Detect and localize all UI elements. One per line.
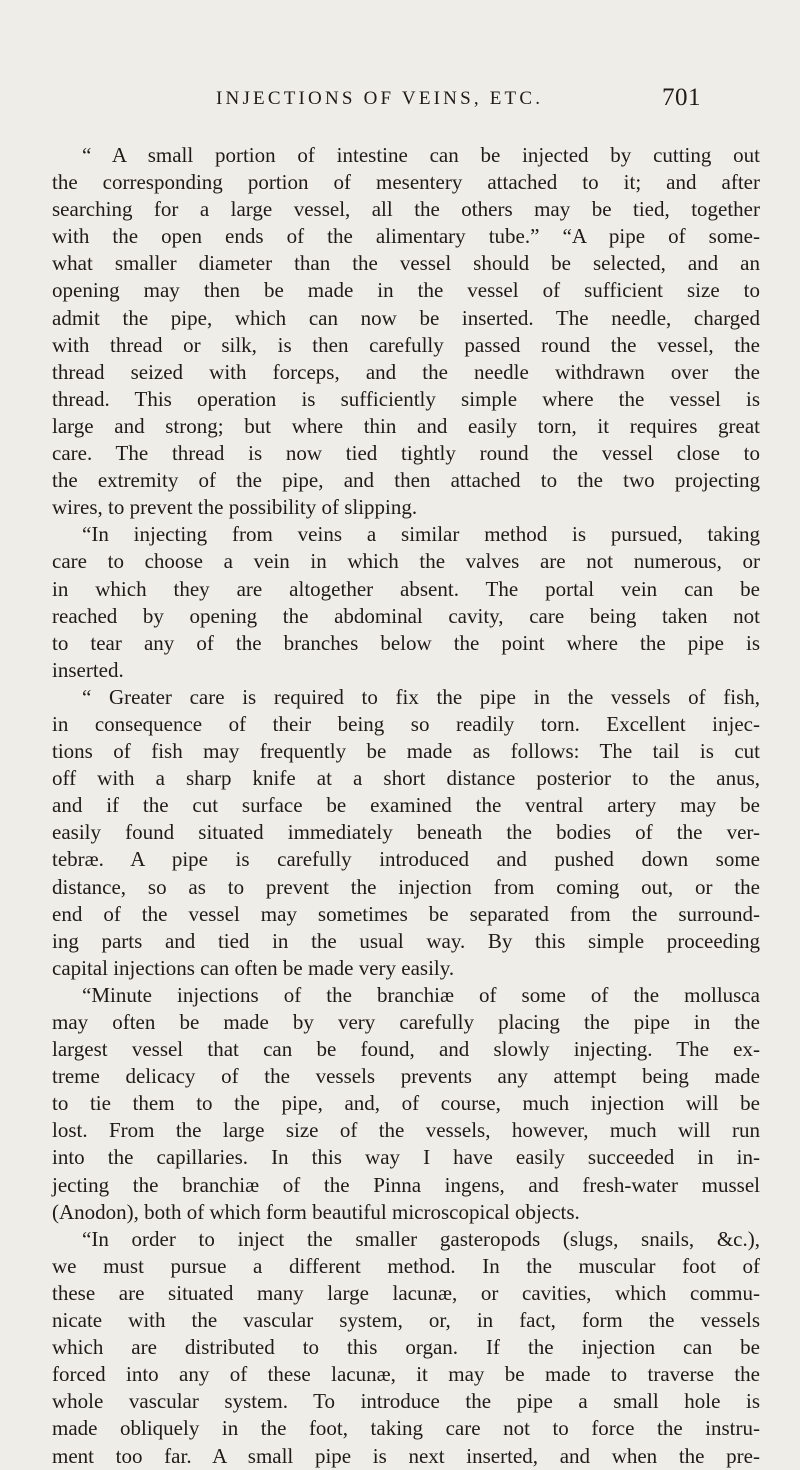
text-line: large and strong; but where thin and easily torn, it requires great xyxy=(52,413,760,438)
text-line: we must pursue a different method. In the muscular foot of xyxy=(52,1253,760,1278)
text-line: ing parts and tied in the usual way. By this simple proceeding xyxy=(52,928,760,953)
text-line: into the capillaries. In this way I have easily succeeded in in- xyxy=(52,1145,760,1170)
text-line: care to choose a vein in which the valves are not numerous, or xyxy=(52,549,760,574)
text-line: wires, to prevent the possibility of slipping. xyxy=(52,495,418,520)
text-line: the extremity of the pipe, and then attached to the two projecting xyxy=(52,468,760,493)
text-line: care. The thread is now tied tightly round the vessel close to xyxy=(52,441,760,466)
text-line: tebræ. A pipe is carefully introduced and pushed down some xyxy=(52,847,760,872)
text-line: forced into any of these lacunæ, it may be made to traverse the xyxy=(52,1362,760,1387)
text-line: end of the vessel may sometimes be separated from the surround- xyxy=(52,901,760,926)
text-line: nicate with the vascular system, or, in fact, form the vessels xyxy=(52,1308,760,1333)
text-line: ment too far. A small pipe is next inserted, and when the pre- xyxy=(52,1443,760,1468)
text-line: thread seized with forceps, and the needle withdrawn over the xyxy=(52,359,760,384)
text-line: reached by opening the abdominal cavity, care being taken not xyxy=(52,603,760,628)
text-line: admit the pipe, which can now be inserted. The needle, charged xyxy=(52,305,760,330)
body-text xyxy=(52,142,760,1470)
text-line: easily found situated immediately beneath the bodies of the ver- xyxy=(52,820,760,845)
text-line: the corresponding portion of mesentery attached to it; and after xyxy=(52,170,760,195)
text-line: whole vascular system. To introduce the pipe a small hole is xyxy=(52,1389,760,1414)
text-line: inserted. xyxy=(52,657,124,682)
text-line: distance, so as to prevent the injection from coming out, or the xyxy=(52,874,760,899)
text-line: thread. This operation is sufficiently simple where the vessel is xyxy=(52,386,760,411)
text-line: jecting the branchiæ of the Pinna ingens, and fresh-water mussel xyxy=(52,1172,760,1197)
text-line: largest vessel that can be found, and slowly injecting. The ex- xyxy=(52,1037,760,1062)
text-line: “ A small portion of intestine can be injected by cutting out xyxy=(82,143,760,167)
page-number: 701 xyxy=(662,84,701,111)
text-line: tions of fish may frequently be made as follows: The tail is cut xyxy=(52,739,760,764)
text-line: “Minute injections of the branchiæ of some of the mollusca xyxy=(82,982,760,1007)
text-line: in consequence of their being so readily torn. Excellent injec- xyxy=(52,711,760,736)
text-line: to tie them to the pipe, and, of course, much injection will be xyxy=(52,1091,760,1116)
text-line: searching for a large vessel, all the others may be tied, together xyxy=(52,197,760,222)
text-line: with thread or silk, is then carefully passed round the vessel, the xyxy=(52,332,760,357)
text-line: off with a sharp knife at a short distance posterior to the anus, xyxy=(52,766,760,791)
text-line: lost. From the large size of the vessels, however, much will run xyxy=(52,1118,760,1143)
text-line: “In injecting from veins a similar method is pursued, taking xyxy=(82,522,760,547)
text-line: and if the cut surface be examined the ventral artery may be xyxy=(52,793,760,818)
text-line: (Anodon), both of which form beautiful microscopical objects. xyxy=(52,1199,580,1224)
text-line: capital injections can often be made very easily. xyxy=(52,955,455,980)
text-line: may often be made by very carefully placing the pipe in the xyxy=(52,1010,760,1034)
text-line: opening may then be made in the vessel of sufficient size to xyxy=(52,278,760,303)
text-line: made obliquely in the foot, taking care not to force the instru- xyxy=(52,1416,760,1441)
text-line: “In order to inject the smaller gasteropods (slugs, snails, &c.), xyxy=(82,1226,760,1251)
text-line: these are situated many large lacunæ, or cavities, which commu- xyxy=(52,1280,760,1305)
running-head: INJECTIONS OF VEINS, ETC. xyxy=(216,88,544,109)
text-line: to tear any of the branches below the point where the pipe is xyxy=(52,630,760,655)
text-line: “ Greater care is required to fix the pipe in the vessels of fish, xyxy=(82,684,760,709)
text-line: in which they are altogether absent. The portal vein can be xyxy=(52,576,760,601)
text-line: which are distributed to this organ. If the injection can be xyxy=(52,1335,760,1360)
text-line: with the open ends of the alimentary tube.” “A pipe of some- xyxy=(52,224,760,249)
text-line: treme delicacy of the vessels prevents any attempt being made xyxy=(52,1064,760,1089)
text-line: what smaller diameter than the vessel should be selected, and an xyxy=(52,251,760,276)
